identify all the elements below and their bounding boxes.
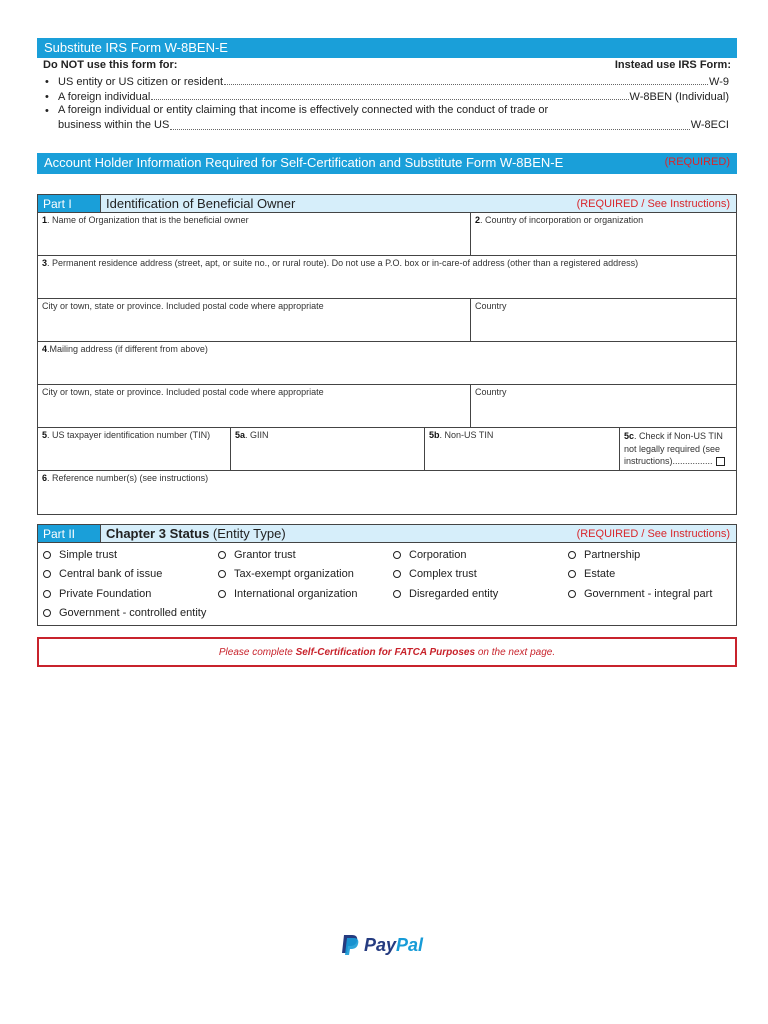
radio-icon[interactable] — [43, 590, 51, 598]
field-label: City or town, state or province. Included postal code where appropriate — [42, 301, 324, 311]
form-title: Substitute IRS Form W-8BEN-E — [44, 40, 228, 55]
radio-label: Corporation — [409, 548, 467, 561]
field-label: not legally required (see — [624, 443, 721, 454]
logo-pay: Pay — [364, 934, 397, 955]
permanent-address-field[interactable] — [38, 256, 736, 298]
radio-government-integral[interactable] — [568, 584, 743, 604]
account-holder-bar — [37, 153, 737, 174]
country-of-incorporation-field[interactable] — [471, 213, 736, 255]
radio-icon[interactable] — [43, 551, 51, 559]
radio-icon[interactable] — [568, 551, 576, 559]
radio-corporation[interactable] — [393, 545, 568, 565]
dot-leader — [151, 99, 628, 100]
field-label: . Check if Non-US TIN — [634, 431, 723, 441]
entity-type-radio-group — [38, 543, 736, 625]
radio-complex-trust[interactable] — [393, 565, 568, 585]
radio-label: Disregarded entity — [409, 587, 499, 600]
radio-icon[interactable] — [393, 551, 401, 559]
radio-icon[interactable] — [43, 570, 51, 578]
radio-label: Government - controlled entity — [59, 607, 207, 620]
part-title — [101, 526, 577, 541]
field-label: . Permanent residence address (street, apt, or suite no., or rural route). Do not use a P.O. box or in-care-of address (other than a registered address) — [47, 258, 639, 268]
required-label: (REQUIRED) — [664, 156, 730, 168]
field-number: 5b — [429, 430, 440, 440]
radio-private-foundation[interactable] — [43, 584, 218, 604]
part-1-section — [37, 194, 737, 515]
radio-icon[interactable] — [43, 609, 51, 617]
field-label: . GIIN — [245, 430, 269, 440]
radio-label: Central bank of issue — [59, 568, 163, 581]
field-label: . Name of Organization that is the beneficial owner — [47, 215, 249, 225]
radio-partnership[interactable] — [568, 545, 743, 565]
part-title-bold: Chapter 3 Status — [106, 526, 210, 541]
notice-link-text: Self-Certification for FATCA Purposes — [295, 647, 476, 658]
radio-label: Tax-exempt organization — [234, 568, 354, 581]
giin-field[interactable] — [231, 428, 425, 470]
mailing-city-field[interactable] — [38, 385, 471, 427]
dot-leader — [170, 129, 689, 130]
paypal-p-icon — [340, 934, 360, 956]
list-item — [37, 103, 737, 133]
list-item-text-cont: business within the US — [58, 119, 170, 131]
part-2-section — [37, 524, 737, 626]
field-label: . US taxpayer identification number (TIN) — [47, 430, 211, 440]
field-number: 5a — [235, 430, 246, 440]
field-label: Country — [475, 387, 507, 397]
field-number: 5 — [42, 430, 48, 440]
list-item-text: A foreign individual or entity claiming that income is effectively connected with the conduct of trade or — [58, 104, 549, 116]
list-item-form: W-9 — [709, 76, 729, 88]
radio-icon[interactable] — [568, 590, 576, 598]
radio-central-bank[interactable] — [43, 565, 218, 585]
field-number: 1 — [42, 215, 48, 225]
radio-label: Simple trust — [59, 548, 118, 561]
do-not-use-heading: Do NOT use this form for: — [43, 59, 178, 71]
radio-label: Private Foundation — [59, 587, 152, 600]
radio-government-controlled[interactable] — [43, 604, 393, 624]
tin-not-required-cell — [620, 428, 736, 470]
field-label: . Non-US TIN — [439, 430, 494, 440]
part-title-rest: (Entity Type) — [209, 526, 286, 541]
org-name-field[interactable] — [38, 213, 471, 255]
city-field[interactable] — [38, 299, 471, 341]
field-number: 3 — [42, 258, 48, 268]
field-label: . Country of incorporation or organization — [480, 215, 644, 225]
field-number: 5c — [624, 431, 635, 441]
radio-grantor-trust[interactable] — [218, 545, 393, 565]
list-item-form: W-8ECI — [690, 119, 729, 131]
non-us-tin-field[interactable] — [425, 428, 620, 470]
list-item — [37, 88, 737, 103]
radio-estate[interactable] — [568, 565, 743, 585]
list-item-text: A foreign individual — [58, 91, 151, 103]
radio-label: International organization — [234, 587, 358, 600]
radio-label: Complex trust — [409, 568, 477, 581]
field-number: 6 — [42, 473, 48, 483]
field-label: instructions)................ — [624, 456, 713, 466]
mailing-country-field[interactable] — [471, 385, 736, 427]
radio-label: Grantor trust — [234, 548, 296, 561]
part-label: Part I — [38, 195, 101, 212]
field-label: .Mailing address (if different from above) — [47, 344, 208, 354]
account-holder-title: Account Holder Information Required for Self-Certification and Substitute Form W-8BEN-E — [44, 155, 564, 170]
radio-label: Estate — [584, 568, 616, 581]
notice-text: Please complete — [218, 647, 296, 658]
bullet-icon: • — [45, 91, 49, 103]
do-not-use-section — [37, 59, 737, 133]
radio-tax-exempt[interactable] — [218, 565, 393, 585]
part-label: Part II — [38, 525, 101, 542]
list-item-text: US entity or US citizen or resident — [58, 76, 224, 88]
logo-pal: Pal — [396, 934, 424, 955]
field-label: Country — [475, 301, 507, 311]
tin-not-required-checkbox[interactable] — [716, 457, 725, 466]
list-item-form: W-8BEN (Individual) — [629, 91, 729, 103]
bullet-icon: • — [45, 76, 49, 88]
required-label: (REQUIRED / See Instructions) — [576, 197, 730, 210]
radio-icon[interactable] — [393, 570, 401, 578]
field-label: City or town, state or province. Included postal code where appropriate — [42, 387, 324, 397]
country-field[interactable] — [471, 299, 736, 341]
radio-simple-trust[interactable] — [43, 545, 218, 565]
required-label: (REQUIRED / See Instructions) — [576, 527, 730, 540]
radio-disregarded-entity[interactable] — [393, 584, 568, 604]
paypal-logo — [340, 934, 423, 956]
bullet-icon: • — [45, 105, 49, 117]
field-label: . Reference number(s) (see instructions) — [47, 473, 209, 483]
part-title: Identification of Beneficial Owner — [106, 196, 296, 211]
radio-icon[interactable] — [218, 590, 226, 598]
fatca-notice — [37, 637, 737, 667]
reference-number-field[interactable] — [38, 471, 736, 514]
radio-label: Government - integral part — [584, 587, 713, 600]
field-number: 4 — [42, 344, 48, 354]
radio-icon[interactable] — [218, 551, 226, 559]
radio-icon[interactable] — [393, 590, 401, 598]
notice-text: on the next page. — [475, 647, 556, 658]
dot-leader — [224, 84, 708, 85]
us-tin-field[interactable] — [38, 428, 231, 470]
radio-label: Partnership — [584, 548, 641, 561]
field-number: 2 — [475, 215, 481, 225]
instead-use-heading: Instead use IRS Form: — [614, 59, 731, 71]
radio-international-org[interactable] — [218, 584, 393, 604]
form-title-bar — [37, 38, 737, 58]
mailing-address-field[interactable] — [38, 342, 736, 384]
list-item — [37, 73, 737, 88]
radio-icon[interactable] — [218, 570, 226, 578]
radio-icon[interactable] — [568, 570, 576, 578]
